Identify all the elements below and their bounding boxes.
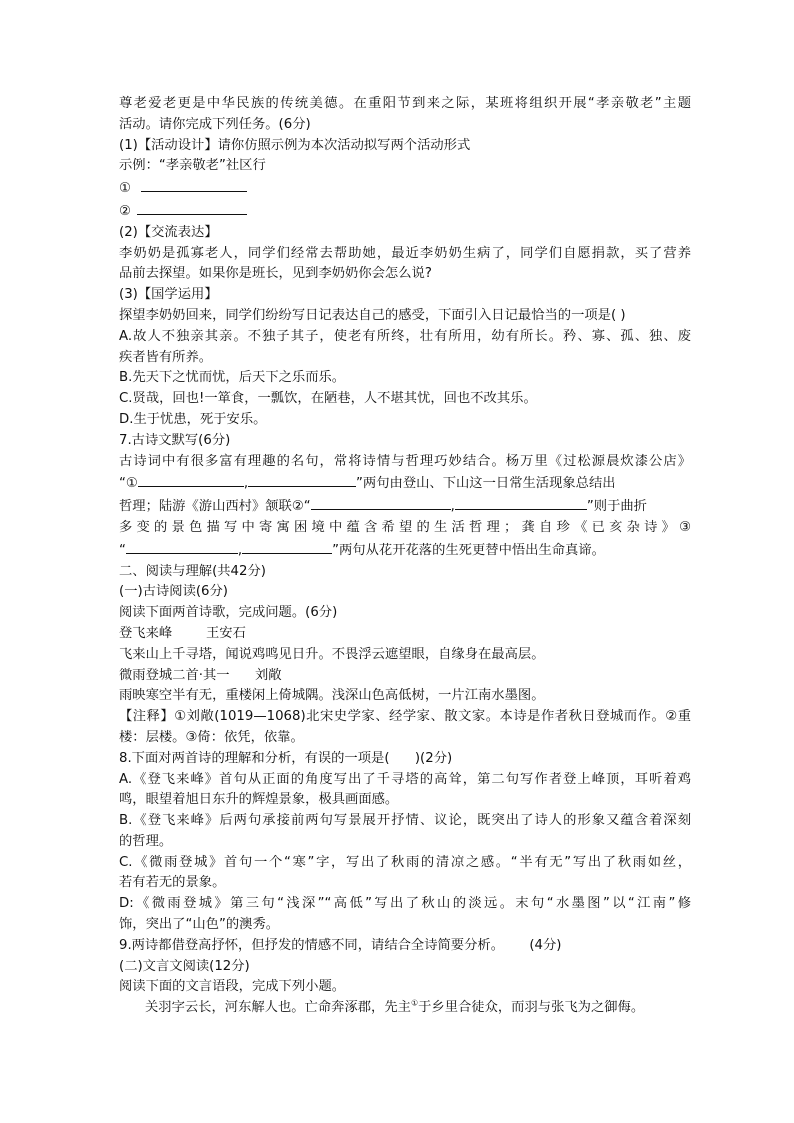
question-7-line-5 bbox=[119, 539, 691, 562]
q8-option-a-line-2: 鸣，眼望着旭日东升的辉煌景象，极具画面感。 bbox=[119, 792, 399, 808]
q7-comma-3: , bbox=[237, 542, 243, 558]
question-7-line-3 bbox=[119, 495, 691, 518]
option-d: D.生于忧患，死于安乐。 bbox=[119, 411, 267, 427]
classical-text-2: 于乡里合徒众，而羽与张飞为之御侮。 bbox=[418, 1000, 645, 1016]
q8-option-d-line-1: D:《微雨登城》第三句“浅深”“高低”写出了秋山的淡远。末句“水墨图”以“江南”修 bbox=[119, 896, 691, 912]
q8-option-a-line-1: A.《登飞来峰》首句从正面的角度写出了千寻塔的高耸，第二句写作者登上峰顶，耳听着鸡 bbox=[119, 771, 691, 787]
answer-blank-2[interactable] bbox=[137, 200, 247, 215]
question-7-heading: 7.古诗文默写(6分) bbox=[119, 432, 231, 448]
q8-option-d-line-2: 饰，突出了“山色”的澳秀。 bbox=[119, 917, 280, 933]
q7-comma-1: , bbox=[243, 476, 249, 492]
q7-line-3-head: 哲理；陆游《游山西村》颔联②“ bbox=[119, 499, 311, 515]
poem-2-title: 微雨登城二首·其一 刘敞 bbox=[119, 667, 282, 683]
annotation-line-1: 【注释】①刘敞(1019—1068)北宋史学家、经学家、散文家。本诗是作者秋日登城而作。②重 bbox=[119, 709, 691, 725]
question-8: 8.下面对两首诗的理解和分析，有误的一项是( )(2分) bbox=[119, 750, 453, 766]
poem-1-text: 飞来山上千寻塔，闻说鸡鸣见日升。不畏浮云遮望眼，自缘身在最高层。 bbox=[119, 646, 545, 662]
question-7-line-4: 多变的景色描写中寄寓困境中蕴含希望的生活哲理；龚自珍《已亥杂诗》③ bbox=[119, 519, 691, 535]
footnote-marker: ① bbox=[410, 998, 419, 1008]
q7-quote-open-3: “ bbox=[119, 542, 126, 558]
option-a-line-1: A.故人不独亲其亲。不独子其子，使老有所终，壮有所用，幼有所长。矜、寡、孤、独、废 bbox=[119, 328, 691, 344]
task-1-heading: (1)【活动设计】请你仿照示例为本次活动拟写两个活动形式 bbox=[119, 137, 471, 153]
q7-blank-1a[interactable] bbox=[138, 472, 244, 487]
q7-blank-3b[interactable] bbox=[242, 539, 332, 554]
option-c: C.贤哉，回也!一箪食，一瓢饮，在陋巷，人不堪其忧，回也不改其乐。 bbox=[119, 391, 537, 407]
question-9: 9.两诗都借登高抒怀，但抒发的情感不同，请结合全诗简要分析。 (4分) bbox=[119, 937, 562, 953]
answer-line-2 bbox=[119, 200, 691, 223]
answer-line-1 bbox=[119, 177, 691, 200]
classical-text-1: 关羽字云长，河东解人也。亡命奔涿郡，先主 bbox=[145, 1000, 411, 1016]
q8-option-c-line-2: 若有若无的景象。 bbox=[119, 875, 226, 891]
intro-line-1: 尊老爱老更是中华民族的传统美德。在重阳节到来之际，某班将组织开展“孝亲敬老”主题 bbox=[119, 96, 691, 111]
answer-blank-1[interactable] bbox=[141, 177, 247, 192]
task-3-question: 探望李奶奶回来，同学们纷纷写日记表达自己的感受，下面引入日记最恰当的一项是( ) bbox=[119, 307, 626, 323]
classical-reading-heading: (二)文言文阅读(12分) bbox=[119, 958, 250, 974]
example-line: 示例：“孝亲敬老”社区行 bbox=[119, 158, 266, 174]
section-2-heading: 二、阅读与理解(共42分) bbox=[119, 563, 266, 579]
q7-comma-2: , bbox=[450, 499, 455, 515]
question-7-line-1: 古诗词中有很多富有理趣的名句，常将诗情与哲理巧妙结合。杨万里《过松源晨炊漆公店》 bbox=[119, 453, 691, 469]
task-2-heading: (2)【交流表达】 bbox=[119, 224, 218, 240]
q8-option-c-line-1: C.《微雨登城》首句一个“寒”字，写出了秋雨的清凉之感。“半有无”写出了秋雨如丝， bbox=[119, 854, 691, 870]
q8-option-b-line-1: B.《登飞来峰》后两句承接前两句写景展开抒情、议论，既突出了诗人的形象又蕴含着深刻 bbox=[119, 813, 691, 829]
annotation-line-2: 楼：层楼。③倚：依凭，依靠。 bbox=[119, 729, 304, 745]
classical-instruction: 阅读下面的文言语段，完成下列小题。 bbox=[119, 979, 346, 995]
intro-line-2: 活动。请你完成下列任务。(6分) bbox=[119, 116, 311, 132]
answer-marker-1: ① bbox=[119, 181, 131, 197]
answer-marker-2: ② bbox=[119, 203, 131, 219]
q7-line-3-tail: ”则于曲折 bbox=[586, 499, 647, 515]
task-2-line-2: 品前去探望。如果你是班长，见到李奶奶你会怎么说? bbox=[119, 266, 432, 282]
poetry-reading-heading: (一)古诗阅读(6分) bbox=[119, 584, 228, 600]
q7-line-2-tail: ”两句由登山、下山这一日常生活现象总结出 bbox=[356, 476, 616, 492]
q7-blank-2a[interactable] bbox=[311, 495, 451, 510]
poem-2-text: 雨映寒空半有无，重楼闲上倚城隅。浅深山色高低树，一片江南水墨图。 bbox=[119, 688, 545, 704]
exam-content bbox=[119, 94, 691, 1019]
q7-blank-3a[interactable] bbox=[126, 539, 238, 554]
q7-blank-2b[interactable] bbox=[455, 495, 587, 510]
option-a-line-2: 疾者皆有所养。 bbox=[119, 349, 213, 365]
task-2-line-1: 李奶奶是孤寡老人，同学们经常去帮助她，最近李奶奶生病了，同学们自愿捐款，买了营养 bbox=[119, 245, 691, 261]
option-b: B.先天下之忧而忧，后天下之乐而乐。 bbox=[119, 370, 346, 386]
classical-passage-line-1 bbox=[119, 998, 691, 1019]
q7-line-5-tail: ”两句从花开花落的生死更替中悟出生命真谛。 bbox=[332, 542, 605, 558]
question-7-line-2 bbox=[119, 472, 691, 495]
q7-quote-open-1: “① bbox=[119, 476, 138, 492]
q7-blank-1b[interactable] bbox=[248, 472, 356, 487]
task-3-heading: (3)【国学运用】 bbox=[119, 287, 218, 303]
q8-option-b-line-2: 的哲理。 bbox=[119, 833, 173, 849]
poetry-instruction: 阅读下面两首诗歌，完成问题。(6分) bbox=[119, 605, 338, 621]
poem-1-title: 登飞来峰 王安石 bbox=[119, 625, 246, 641]
